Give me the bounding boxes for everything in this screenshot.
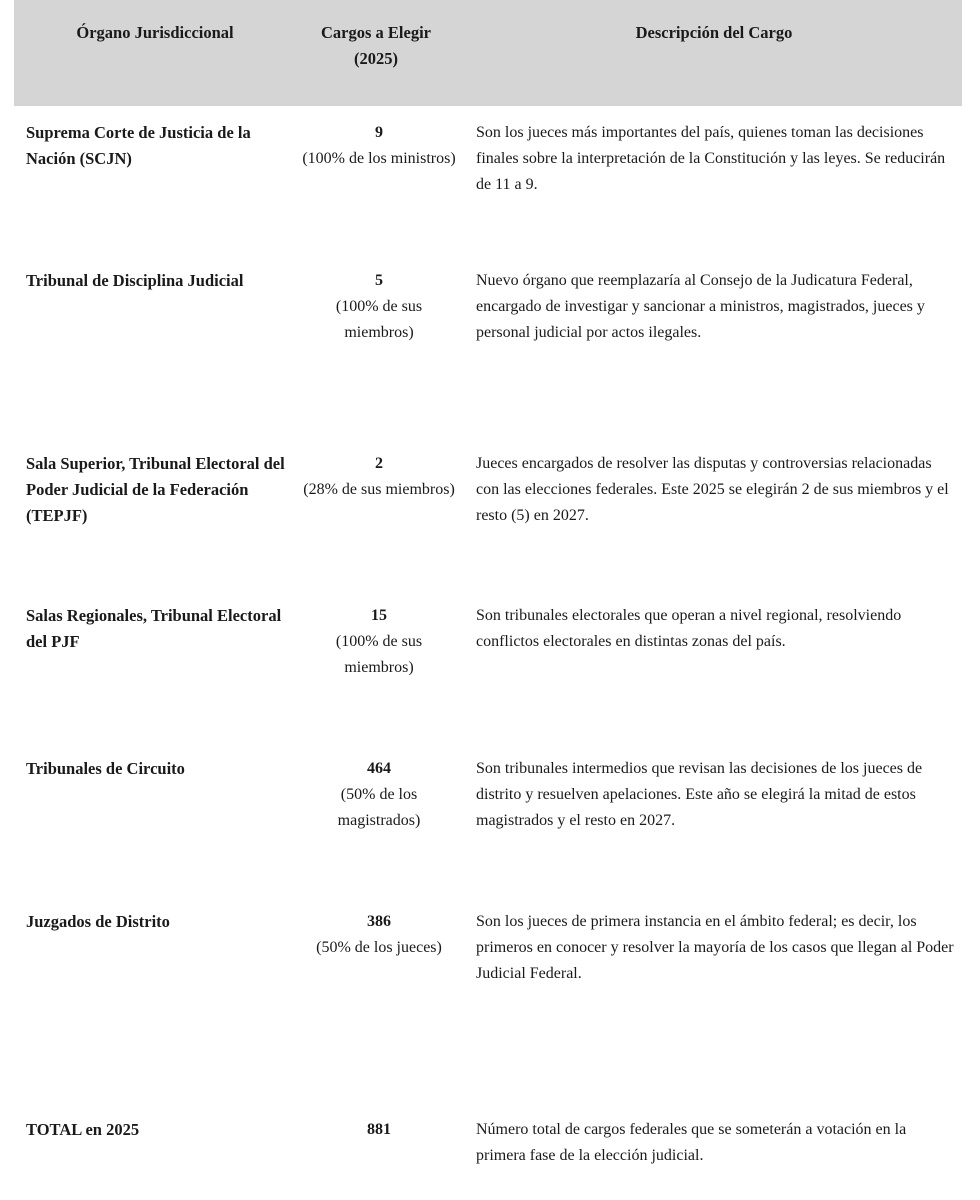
row-count-share: (100% de sus miembros) <box>335 298 423 341</box>
row-count <box>302 268 456 346</box>
row-count <box>302 1117 456 1143</box>
row-organ: Tribunales de Circuito <box>26 759 185 778</box>
row-count <box>302 603 456 681</box>
row-count <box>302 451 456 503</box>
row-organ: TOTAL en 2025 <box>26 1120 140 1139</box>
row-description: Jueces encargados de resolver las disputas y controversias relacionadas con las elecciones federales. Este 2025 se elegirán 2 de sus miembros y el resto (5) en 2027. <box>476 455 949 524</box>
row-description: Son tribunales electorales que operan a nivel regional, resolviendo conflictos electorales en distintas zonas del país. <box>476 607 902 650</box>
row-count <box>302 756 456 834</box>
row-organ: Tribunal de Disciplina Judicial <box>26 271 244 290</box>
row-count-share: (50% de los jueces) <box>316 939 442 956</box>
row-description: Nuevo órgano que reemplazaría al Consejo de la Judicatura Federal, encargado de investigar y sancionar a ministros, magistrados, jueces y personal judicial por actos ilegales. <box>476 272 925 341</box>
row-count <box>302 909 456 961</box>
header-positions: Cargos a Elegir (2025) <box>321 23 431 68</box>
row-count-share: (28% de sus miembros) <box>303 481 455 498</box>
row-count-number: 464 <box>367 760 391 777</box>
row-organ: Suprema Corte de Justicia de la Nación (SCJN) <box>26 123 251 168</box>
row-count-number: 15 <box>371 607 387 624</box>
row-count-share: (100% de los ministros) <box>302 150 456 167</box>
row-description: Número total de cargos federales que se someterán a votación en la primera fase de la elección judicial. <box>476 1121 907 1164</box>
row-count-share: (50% de los magistrados) <box>337 786 421 829</box>
row-count-number: 386 <box>367 913 391 930</box>
row-count-number: 9 <box>375 124 383 141</box>
header-description: Descripción del Cargo <box>635 23 793 42</box>
row-count <box>302 120 456 172</box>
row-count-number: 5 <box>375 272 383 289</box>
row-count-share: (100% de sus miembros) <box>335 633 423 676</box>
row-description: Son los jueces de primera instancia en el ámbito federal; es decir, los primeros en conocer y resolver la mayoría de los casos que llegan al Poder Judicial Federal. <box>476 913 954 982</box>
row-count-number: 2 <box>375 455 383 472</box>
row-description: Son los jueces más importantes del país, quienes toman las decisiones finales sobre la interpretación de la Constitución y las leyes. Se reducirán de 11 a 9. <box>476 124 946 193</box>
table-header <box>14 0 962 106</box>
row-organ: Sala Superior, Tribunal Electoral del Poder Judicial de la Federación (TEPJF) <box>26 454 285 525</box>
row-organ: Salas Regionales, Tribunal Electoral del PJF <box>26 606 282 651</box>
header-organ: Órgano Jurisdiccional <box>76 23 234 42</box>
row-organ: Juzgados de Distrito <box>26 912 170 931</box>
row-count-number: 881 <box>367 1121 391 1138</box>
row-description: Son tribunales intermedios que revisan las decisiones de los jueces de distrito y resuelven apelaciones. Este año se elegirá la mitad de estos magistrados y el resto en 2027. <box>476 760 923 829</box>
